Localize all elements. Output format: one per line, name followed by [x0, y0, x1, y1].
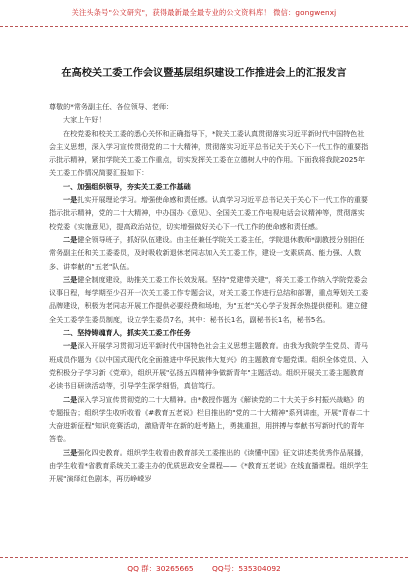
paragraph-text: 健全制度建设，助推关工委工作长效发展。坚持"党建带关建"，将关工委工作纳入学院党委会议事日程，每学期至少召开一次关工委工作专题会议，对关工委工作进行总结和部署，重点筹划关工委品牌建设，积极为老同志开展工作提供必要经费和场地，为"五老"关心学子发挥余热提供便利。建立健全关工委学生委员制度，设立学生委员7名，其中：秘书长1名，副秘书长1名，秘书5名。 — [49, 274, 369, 324]
banner-text: 关注头条号"公文研究"，获得最新最全最专业的公文资料库！ 微信：gongwenxj — [71, 8, 337, 17]
paragraph-5 — [49, 393, 371, 446]
document-body — [49, 100, 371, 486]
salutation: 尊敬的*常务副主任、各位领导、老师： — [49, 102, 174, 111]
paragraph-lead: 三是 — [63, 274, 78, 284]
greeting: 大家上午好！ — [63, 115, 106, 125]
paragraph-text: 扎实开展理论学习。增强使命感和责任感。认真学习习近平总书记关于关心下一代工作的重要指示批示精神，党的二十大精神，中办国办《意见》、全国关工委工作电视电话会议精神等，贯彻落实校党委《实施意见》，提高政治站位，切实增强做好关心下一代工作的使命感和责任感。 — [49, 195, 369, 231]
paragraph-lead: 三是 — [63, 447, 78, 457]
qq-number: QQ号：535304092 — [212, 564, 281, 573]
paragraph-lead: 二是 — [63, 394, 78, 404]
paragraph-lead: 一是 — [63, 341, 78, 351]
footer — [0, 563, 408, 574]
section-heading-1: 一、加强组织领导，夯实关工委工作基础 — [63, 181, 191, 191]
document-title: 在高校关工委工作会议暨基层组织建设工作推进会上的汇报发言 — [61, 68, 347, 79]
paragraph-text: 深入开展学习贯彻习近平新时代中国特色社会主义思想主题教育。由我为我院学生党员、青马班成员作题为《以中国式现代化全面推进中华民族伟大复兴》的主题教育专题党课。组织全体党员、入党积极分子学习新《党章》，组织开展"弘扬五四精神争做新青年"主题活动。组织开展关工委主题教育必读书目研读活动等，引导学生深学细悟，真信笃行。 — [49, 341, 369, 391]
section-heading-2: 二、坚持铸魂育人，抓实关工委工作任务 — [63, 328, 191, 338]
footer-divider — [0, 557, 408, 558]
paragraph-text: 健全领导班子，抓好队伍建设。由主任兼任学院关工委主任，学院退休教师*副教授分别担任常务副主任和关工委委员，及时吸收新退休老同志加入关工委工作，建设一支素质高、能力强、人数多、讲奉献的"五老"队伍。 — [49, 234, 365, 271]
paragraph-intro: 在校党委和校关工委的悉心关怀和正确指导下，*院关工委认真贯彻落实习近平新时代中国特色社会主义思想，深入学习宣传贯彻党的二十大精神，贯彻落实习近平总书记关于关心下一代工作的重要指示批示精神，紧扣学院关工委工作重点，切实发挥关工委在立德树人中的作用。下面我将我院2025年关工委工作情况简要汇报如下： — [49, 128, 369, 178]
paragraph-lead: 一是 — [63, 195, 78, 205]
paragraph-2 — [49, 233, 371, 273]
qq-group: QQ 群：30265665 — [127, 564, 194, 573]
paragraph-6 — [49, 446, 371, 486]
paragraph-lead: 二是 — [63, 234, 78, 244]
paragraph-3 — [49, 273, 371, 326]
paragraph-text: 强化四史教育。组织学生收看由教育部关工委推出的《读懂中国》征文讲述类优秀作品展播，由学生收看*省教育系统关工委主办的优质思政安全课程——《*教育五老说》在线直播课程。组织学生开展"演绎红色剧本，再历峥嵘岁 — [49, 447, 369, 484]
paragraph-1 — [49, 193, 371, 233]
paragraph-4 — [49, 339, 371, 392]
paragraph-text: 深入学习宣传贯彻党的二十大精神。由*教授作题为《解读党的二十大关于乡村振兴战略》的专题报告；组织学生收听收看《#教育五老说》栏目推出的"党的二十大精神"系列讲座，开展"青春二十大奋进新征程"知识竞赛活动，激励青年在新的赶考路上，勇挑重担，用拼搏与奉献书写新时代的青年答卷。 — [49, 394, 370, 444]
top-banner — [0, 0, 408, 27]
